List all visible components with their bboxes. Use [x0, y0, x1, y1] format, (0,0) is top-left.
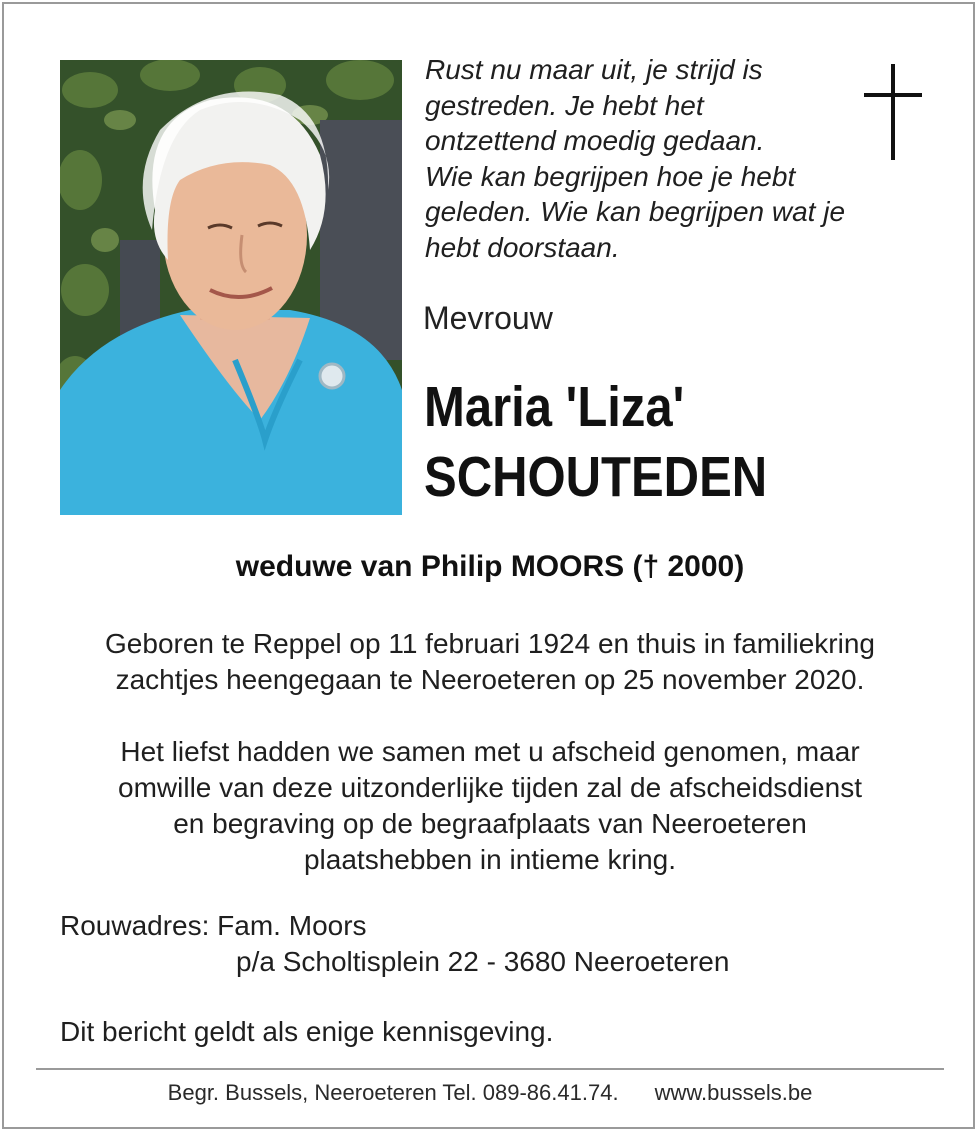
portrait-photo	[60, 60, 402, 515]
paragraph-line: plaatshebben in intieme kring.	[303, 844, 676, 875]
poem-line: Rust nu maar uit, je strijd is	[425, 54, 763, 85]
farewell-paragraph	[0, 734, 980, 878]
deceased-name-surname: SCHOUTEDEN	[424, 445, 768, 509]
mourning-address-label: Rouwadres: Fam. Moors	[60, 910, 367, 941]
deceased-name-first: Maria 'Liza'	[424, 375, 685, 439]
funeral-home-info: Begr. Bussels, Neeroeteren Tel. 089-86.41.74.	[167, 1080, 619, 1105]
mourning-address-line: p/a Scholtisplein 22 - 3680 Neeroeteren	[236, 946, 730, 977]
paragraph-line: en begraving op de begraafplaats van Neeroeteren	[173, 808, 807, 839]
website-link[interactable]: www.bussels.be	[654, 1080, 813, 1105]
paragraph-line: omwille van deze uitzonderlijke tijden zal de afscheidsdienst	[118, 772, 862, 803]
paragraph-line: Geboren te Reppel op 11 februari 1924 en thuis in familiekring	[105, 628, 875, 659]
latin-cross-icon	[864, 64, 922, 160]
footer-divider	[36, 1068, 944, 1070]
honorific: Mevrouw	[423, 300, 553, 336]
poem	[425, 52, 865, 265]
poem-line: Wie kan begrijpen hoe je hebt	[425, 160, 796, 192]
birth-death-paragraph	[0, 626, 980, 698]
poem-line: hebt doorstaan.	[425, 231, 620, 263]
footer	[0, 1080, 980, 1106]
poem-line: geleden. Wie kan begrijpen wat je	[425, 196, 846, 227]
paragraph-line: zachtjes heengegaan te Neeroeteren op 25 november 2020.	[115, 664, 865, 695]
notice-text: Dit bericht geldt als enige kennisgeving.	[60, 1016, 554, 1047]
poem-line: gestreden. Je hebt het	[425, 89, 704, 121]
deceased-name	[424, 372, 767, 512]
poem-line: ontzettend moedig gedaan.	[425, 125, 765, 156]
widow-of: weduwe van Philip MOORS († 2000)	[235, 550, 745, 583]
paragraph-line: Het liefst hadden we samen met u afscheid genomen, maar	[120, 736, 860, 767]
